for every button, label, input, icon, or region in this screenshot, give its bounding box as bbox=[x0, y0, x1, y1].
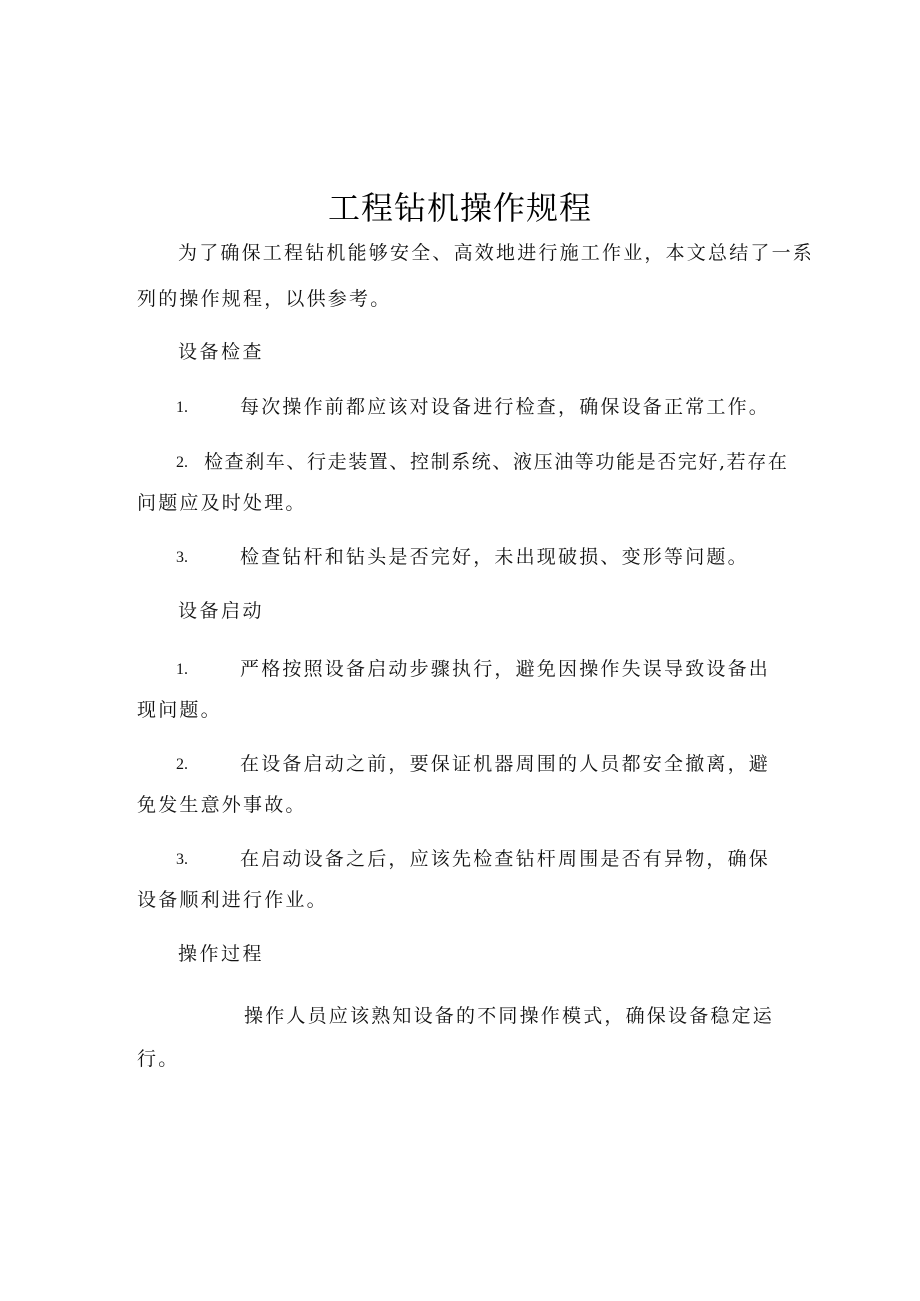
list-item-text: 每次操作前都应该对设备进行检查，确保设备正常工作。 bbox=[240, 396, 771, 418]
list-item-number: 1. bbox=[176, 399, 188, 416]
list-item-text: 在设备启动之前，要保证机器周围的人员都安全撤离，避 bbox=[240, 753, 771, 775]
list-item-text-continued: 问题应及时处理。 bbox=[137, 492, 307, 514]
section-heading-equipment-start: 设备启动 bbox=[178, 600, 265, 622]
document-title: 工程钻机操作规程 bbox=[327, 189, 592, 227]
section-heading-operation-process: 操作过程 bbox=[178, 943, 265, 965]
intro-line-1: 为了确保工程钻机能够安全、高效地进行施工作业，本文总结了一系 bbox=[178, 242, 815, 264]
list-item-number: 1. bbox=[176, 661, 188, 678]
list-item-text-continued: 免发生意外事故。 bbox=[137, 794, 307, 816]
list-item-text: 检查刹车、行走装置、控制系统、液压油等功能是否完好,若存在 bbox=[204, 451, 789, 473]
paragraph-text: 操作人员应该熟知设备的不同操作模式，确保设备稳定运 bbox=[244, 1005, 775, 1027]
list-item-text: 在启动设备之后，应该先检查钻杆周围是否有异物，确保 bbox=[240, 848, 771, 870]
intro-line-2: 列的操作规程，以供参考。 bbox=[137, 288, 392, 310]
list-item-number: 3. bbox=[176, 549, 188, 566]
list-item-text: 检查钻杆和钻头是否完好，未出现破损、变形等问题。 bbox=[240, 546, 749, 568]
list-item-number: 2. bbox=[176, 756, 188, 773]
list-item-number: 3. bbox=[176, 851, 188, 868]
list-item-number: 2. bbox=[176, 454, 188, 471]
list-item-text: 严格按照设备启动步骤执行，避免因操作失误导致设备出 bbox=[240, 658, 771, 680]
paragraph-text-continued: 行。 bbox=[137, 1048, 180, 1070]
list-item-text-continued: 现问题。 bbox=[137, 699, 222, 721]
list-item-text-continued: 设备顺利进行作业。 bbox=[137, 889, 328, 911]
section-heading-equipment-check: 设备检查 bbox=[178, 341, 265, 363]
